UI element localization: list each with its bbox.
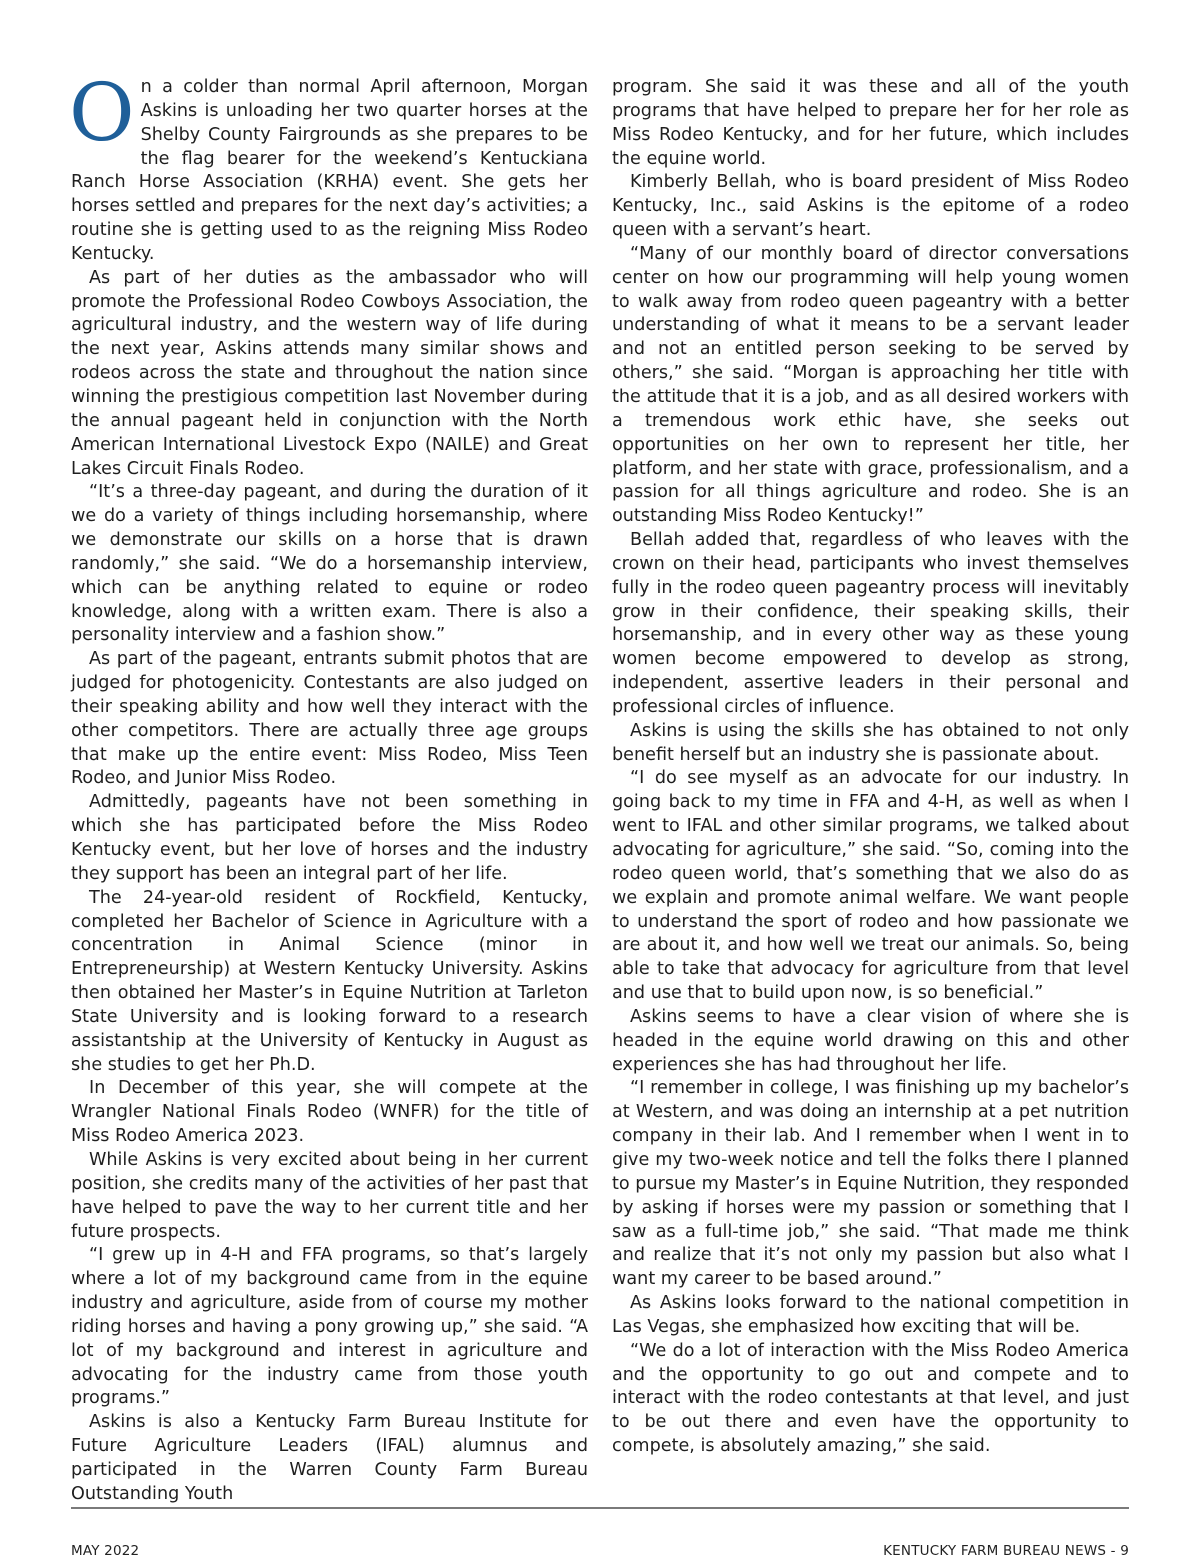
- article-paragraph: Askins is also a Kentucky Farm Bureau Institute for Future Agriculture Leaders (IFAL) alumnus and participated in the Warren County Farm Bureau Outstanding Youth: [71, 1412, 588, 1504]
- article-paragraph: In December of this year, she will compete at the Wrangler National Finals Rodeo (WNFR) for the title of Miss Rodeo America 2023.: [71, 1078, 588, 1147]
- article-right-column: [612, 76, 1129, 1459]
- article-paragraph: “It’s a three-day pageant, and during the duration of it we do a variety of things including horsemanship, where we demonstrate our skills on a horse that is drawn randomly,” she said. “We do a horsemanship interview, which can be anything related to equine or rodeo knowledge, along with a written exam. There is also a personality interview and a fashion show.”: [71, 482, 588, 646]
- footer-date: MAY 2022: [71, 1543, 140, 1559]
- article-paragraph: program. She said it was these and all of the youth programs that have helped to prepare her for her role as Miss Rodeo Kentucky, and for her future, which includes the equine world.: [612, 77, 1129, 169]
- article-paragraph: As part of the pageant, entrants submit photos that are judged for photogenicity. Contestants are also judged on their speaking ability and how well they interact with the other competitors. There are actually three age groups that make up the entire event: Miss Rodeo, Miss Teen Rodeo, and Junior Miss Rodeo.: [71, 649, 588, 789]
- article-paragraph: Bellah added that, regardless of who leaves with the crown on their head, participants who invest themselves fully in the rodeo queen pageantry process will inevitably grow in their confidence, their speaking skills, their horsemanship, and in every other way as these young women become empowered to develop as strong, independent, assertive leaders in their personal and professional circles of influence.: [612, 530, 1129, 717]
- article-left-column: [69, 66, 588, 1507]
- article-paragraph: As Askins looks forward to the national competition in Las Vegas, she emphasized how exciting that will be.: [612, 1293, 1129, 1337]
- article-paragraph: While Askins is very excited about being in her current position, she credits many of the activities of her past that have helped to pave the way to her current title and her future prospects.: [71, 1149, 588, 1242]
- article-paragraph: [69, 66, 588, 267]
- article-paragraph: Admittedly, pageants have not been something in which she has participated before the Miss Rodeo Kentucky event, but her love of horses and the industry they support has been an integral part of her life.: [71, 792, 588, 884]
- article-paragraph: Kimberly Bellah, who is board president of Miss Rodeo Kentucky, Inc., said Askins is the epitome of a rodeo queen with a servant’s heart.: [612, 172, 1129, 241]
- article-paragraph: As part of her duties as the ambassador who will promote the Professional Rodeo Cowboys Association, the agricultural industry, and the western way of life during the next year, Askins attends many similar shows and rodeos across the state and throughout the nation since winning the prestigious competition last November during the annual pageant held in conjunction with the North American International Livestock Expo (NAILE) and Great Lakes Circuit Finals Rodeo.: [71, 267, 588, 479]
- article-paragraph: “Many of our monthly board of director conversations center on how our programming will help young women to walk away from rodeo queen pageantry with a better understanding of what it means to be a servant leader and not an entitled person seeking to be served by others,” she said. “Morgan is approaching her title with the attitude that it is a job, and as all desired workers with a tremendous work ethic have, she seeks out opportunities on her own to represent her title, her platform, and her state with grace, professionalism, and a passion for all things agriculture and rodeo. She is an outstanding Miss Rodeo Kentucky!”: [612, 243, 1129, 527]
- article-paragraph: “I grew up in 4-H and FFA programs, so that’s largely where a lot of my background came from in the equine industry and agriculture, aside from of course my mother riding horses and having a pony growing up,” she said. “A lot of my background and interest in agriculture and advocating for the industry came from those youth programs.”: [71, 1245, 588, 1409]
- footer-divider: [71, 1507, 1129, 1509]
- article-paragraph-text: n a colder than normal April afternoon, Morgan Askins is unloading her two quarter horses at the Shelby County Fairgrounds as she prepares to be the flag bearer for the weekend’s Kentuckiana Ranch Horse Association (KRHA) event. She gets her horses settled and prepares for the next day’s activities; a routine she is getting used to as the reigning Miss Rodeo Kentucky.: [71, 77, 588, 264]
- article-paragraph: Askins is using the skills she has obtained to not only benefit herself but an industry she is passionate about.: [612, 720, 1129, 765]
- article-paragraph: The 24-year-old resident of Rockfield, Kentucky, completed her Bachelor of Science in Agriculture with a concentration in Animal Science (minor in Entrepreneurship) at Western Kentucky University. Askins then obtained her Master’s in Equine Nutrition at Tarleton State University and is looking forward to a research assistantship at the University of Kentucky in August as she studies to get her Ph.D.: [71, 887, 588, 1075]
- drop-cap: O: [69, 66, 135, 159]
- article-paragraph: Askins seems to have a clear vision of where she is headed in the equine world drawing on this and other experiences she has had throughout her life.: [612, 1006, 1129, 1075]
- article-paragraph: “I do see myself as an advocate for our industry. In going back to my time in FFA and 4-H, as well as when I went to IFAL and other similar programs, we talked about advocating for agriculture,” she said. “So, coming into the rodeo queen world, that’s something that we also do as we explain and promote animal welfare. We want people to understand the sport of rodeo and how passionate we are about it, and how well we treat our animals. So, being able to take that advocacy for agriculture from that level and use that to build upon now, is so beneficial.”: [612, 768, 1129, 1004]
- article-paragraph: “I remember in college, I was finishing up my bachelor’s at Western, and was doing an internship at a pet nutrition company in their lab. And I remember when I went in to give my two-week notice and tell the folks there I planned to pursue my Master’s in Equine Nutrition, they responded by asking if horses were my passion or something that I saw as a full-time job,” she said. “That made me think and realize that it’s not only my passion but also what I want my career to be based around.”: [612, 1078, 1129, 1290]
- footer-publication-page: KENTUCKY FARM BUREAU NEWS - 9: [883, 1543, 1129, 1559]
- article-paragraph: “We do a lot of interaction with the Miss Rodeo America and the opportunity to go out and compete and to interact with the rodeo contestants at that level, and just to be out there and even have the opportunity to compete, is absolutely amazing,” she said.: [612, 1340, 1129, 1457]
